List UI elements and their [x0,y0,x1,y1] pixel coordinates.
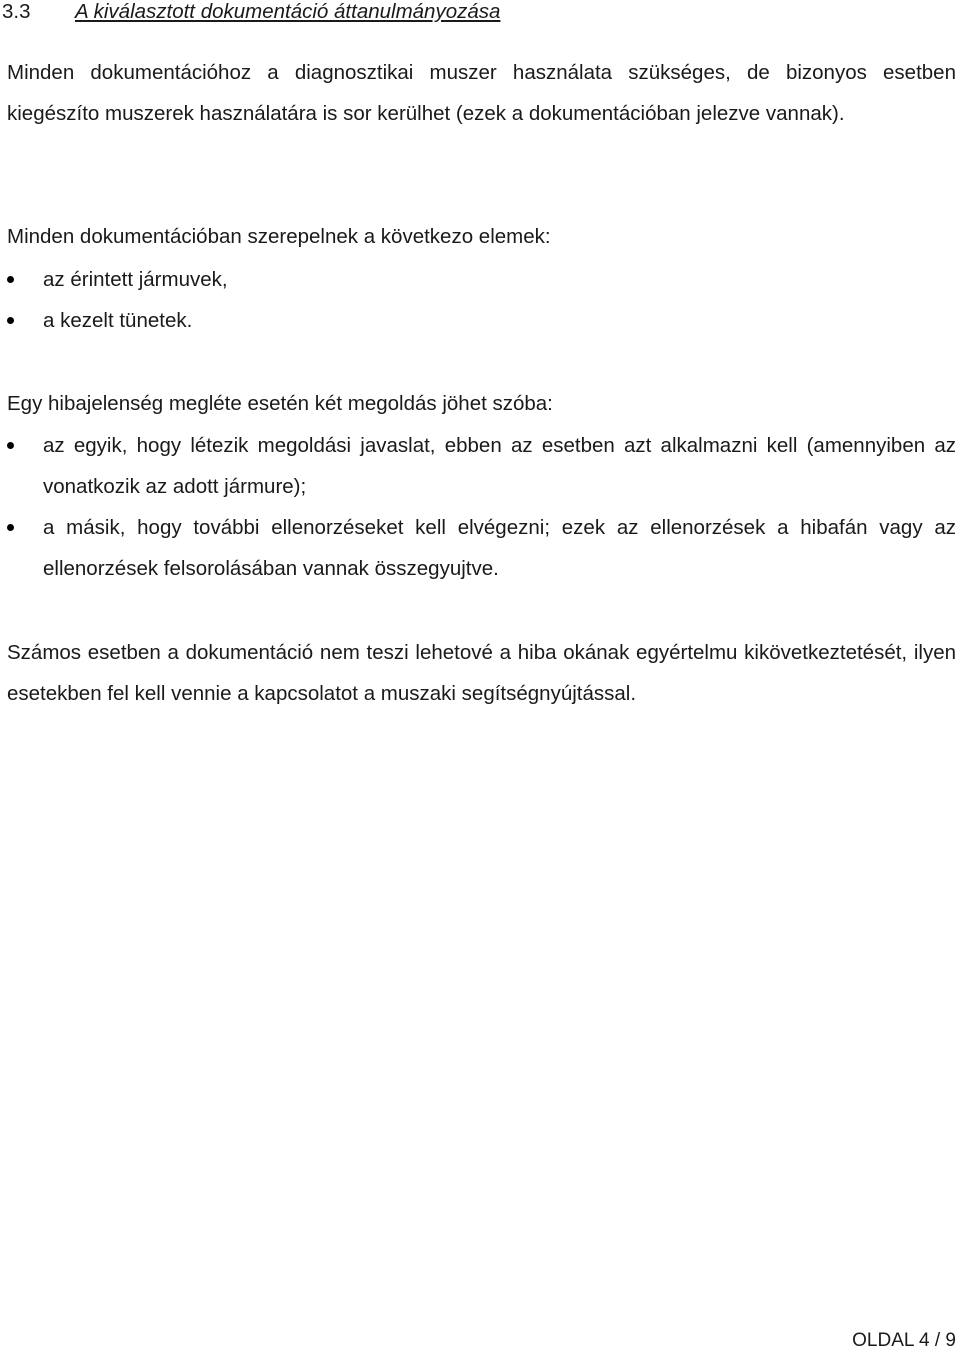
list-item: a kezelt tünetek. [7,300,956,341]
paragraph-elements-intro: Minden dokumentációban szerepelnek a következo elemek: [7,225,551,248]
paragraph-solutions-intro: Egy hibajelenség megléte esetén két megoldás jöhet szóba: [7,392,553,415]
bullet-icon [7,276,14,283]
bullet-icon [7,442,14,449]
list-item: az érintett jármuvek, [7,259,956,300]
elements-list [7,259,956,341]
bullet-icon [7,524,14,531]
solutions-list [7,425,956,589]
paragraph-intro: Minden dokumentációhoz a diagnosztikai muszer használata szükséges, de bizonyos esetben kiegészíto muszerek használatára is sor kerülhet (ezek a dokumentációban jelezve vannak). [7,61,956,125]
list-item: a másik, hogy további ellenorzéseket kell elvégezni; ezek az ellenorzések a hibafán vagy az ellenorzések felsorolásában vannak összegyujtve. [7,507,956,589]
section-number: 3.3 [2,0,31,23]
section-heading [2,0,500,24]
bullet-icon [7,317,14,324]
paragraph-support: Számos esetben a dokumentáció nem teszi lehetové a hiba okának egyértelmu kikövetkeztetését, ilyen esetekben fel kell vennie a kapcsolatot a muszaki segítségnyújtással. [7,641,956,705]
page-number: OLDAL 4 / 9 [852,1330,956,1351]
section-title: A kiválasztott dokumentáció áttanulmányozása [75,0,501,23]
list-item: az egyik, hogy létezik megoldási javaslat, ebben az esetben azt alkalmazni kell (amennyiben az vonatkozik az adott jármure); [7,425,956,507]
